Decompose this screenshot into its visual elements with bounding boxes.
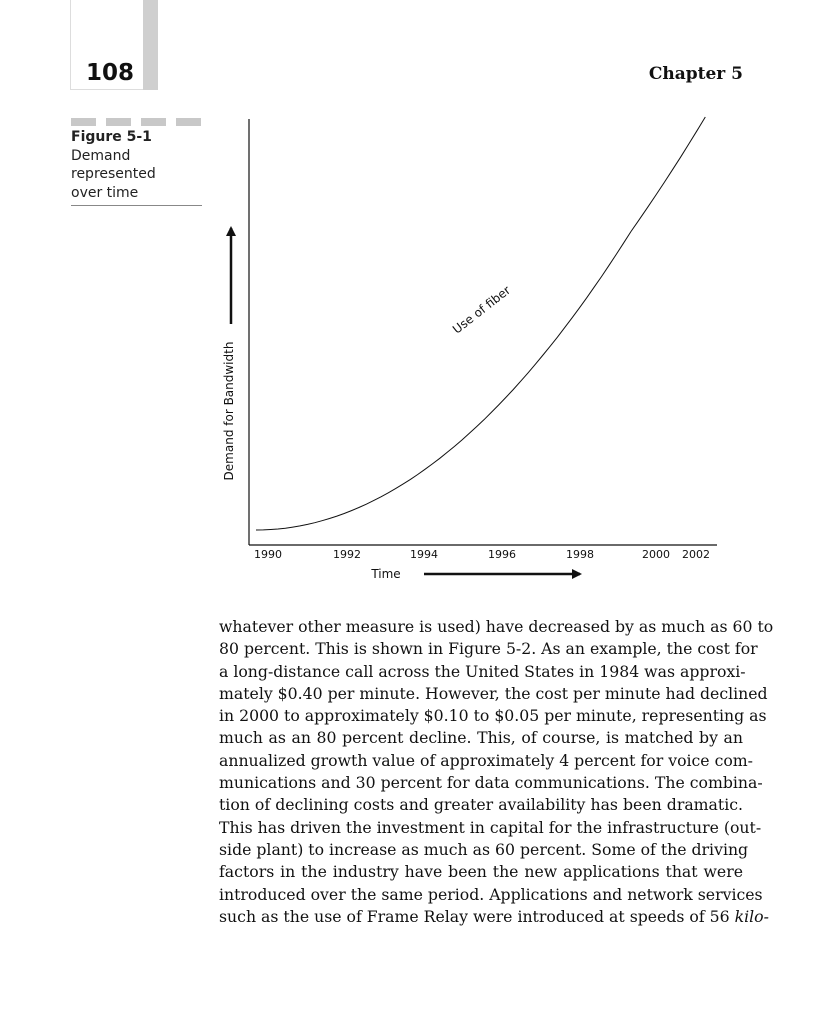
page-number: 108 (86, 60, 135, 86)
x-tick-label: 1992 (333, 548, 361, 561)
body-line: side plant) to increase as much as 60 percent. Some of the driving (219, 839, 749, 859)
italic-word: kilo- (734, 906, 769, 926)
body-line: mately $0.40 per minute. However, the cost per minute had declined (219, 683, 768, 703)
caption-line: over time (71, 184, 139, 201)
body-line: a long-distance call across the United States in 1984 was approxi- (219, 661, 746, 681)
x-tick-label: 2000 (642, 548, 670, 561)
y-axis-label: Demand for Bandwidth (222, 341, 236, 481)
body-line: tion of declining costs and greater availability has been dramatic. (219, 795, 743, 815)
series-line-use-of-fiber (256, 117, 705, 530)
series-label-use-of-fiber: Use of fiber (449, 283, 514, 337)
x-tick-label: 2002 (682, 548, 710, 561)
body-line: introduced over the same period. Applications and network services (219, 884, 763, 904)
x-tick-label: 1994 (410, 548, 438, 561)
body-line: factors in the industry have been the new applications that were (219, 862, 743, 882)
body-line: munications and 30 percent for data communications. The combina- (219, 773, 763, 793)
x-tick-label: 1996 (488, 548, 516, 561)
caption-line: represented (71, 166, 156, 182)
x-axis-label: Time (371, 567, 401, 581)
body-line: annualized growth value of approximately 4 percent for voice com- (219, 750, 753, 770)
body-line: in 2000 to approximately $0.10 to $0.05 per minute, representing as (219, 706, 767, 726)
caption-line: Demand (71, 147, 131, 164)
body-line: such as the use of Frame Relay were introduced at speeds of 56 kilo- (219, 906, 769, 926)
body-line: whatever other measure is used) have decreased by as much as 60 to (219, 617, 774, 636)
figure-label: Figure 5-1 (71, 129, 152, 145)
body-line: This has driven the investment in capital for the infrastructure (out- (219, 817, 762, 837)
x-tick-labels (254, 548, 710, 561)
body-paragraph (219, 616, 774, 928)
chapter-title: Chapter 5 (648, 64, 743, 84)
body-line: 80 percent. This is shown in Figure 5-2. As an example, the cost for (219, 639, 758, 659)
x-tick-label: 1990 (254, 548, 282, 561)
x-tick-label: 1998 (566, 548, 594, 561)
body-line: much as an 80 percent decline. This, of course, is matched by an (219, 728, 743, 748)
